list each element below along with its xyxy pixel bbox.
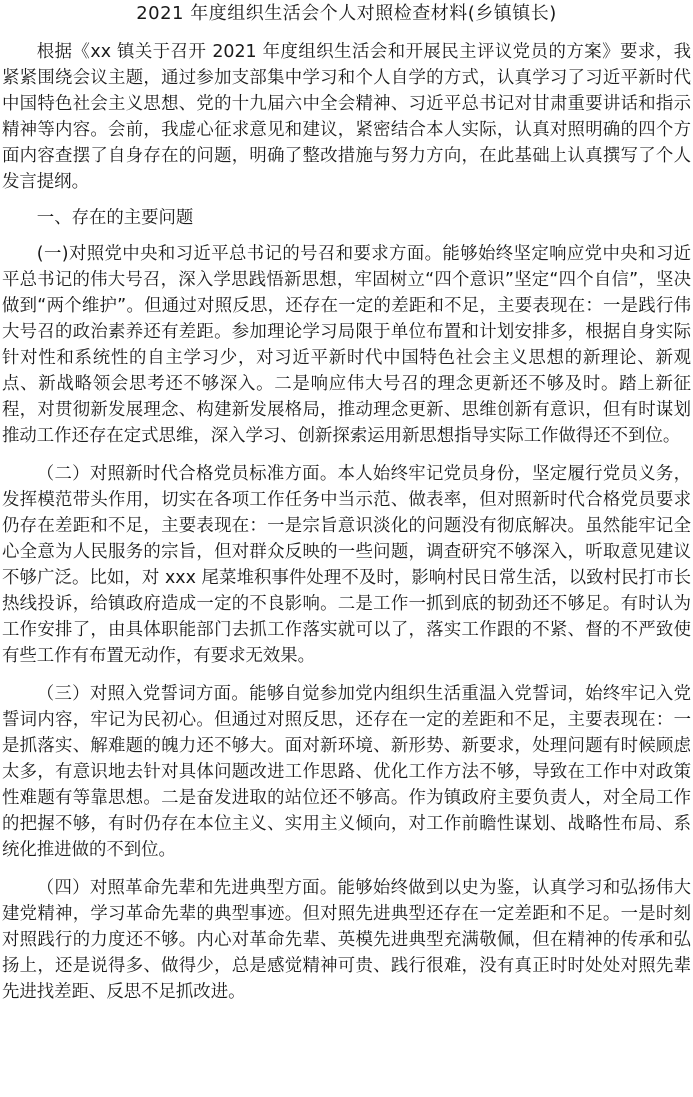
item-paragraph-2: （二）对照新时代合格党员标准方面。本人始终牢记党员身份，坚定履行党员义务，发挥模范带头作用，切实在各项工作任务中当示范、做表率，但对照新时代合格党员要求仍存在差距和不足，主要表现在：一是宗旨意识淡化的问题没有彻底解决。虽然能牢记全心全意为人民服务的宗旨，但对群众反映的一些问题，调查研究不够深入，听取意见建议不够广泛。比如，对 xxx 尾菜堆积事件处理不及时，影响村民日常生活，以致村民打市长热线投诉，给镇政府造成一定的不良影响。二是工作一抓到底的韧劲还不够足。有时认为工作安排了，由具体职能部门去抓工作落实就可以了，落实工作跟的不紧、督的不严致使有些工作有布置无动作，有要求无效果。 bbox=[2, 464, 691, 666]
intro-paragraph: 根据《xx 镇关于召开 2021 年度组织生活会和开展民主评议党员的方案》要求，我紧紧围绕会议主题，通过参加支部集中学习和个人自学的方式，认真学习了习近平新时代中国特色社会主义思想、党的十九届六中全会精神、习近平总书记对甘肃重要讲话和指示精神等内容。会前，我虚心征求意见和建议，紧密结合本人实际，认真对照明确的四个方面内容查摆了自身存在的问题，明确了整改措施与努力方向，在此基础上认真撰写了个人发言提纲。 bbox=[2, 42, 691, 192]
document-title: 2021 年度组织生活会个人对照检查材料(乡镇镇长) bbox=[136, 3, 557, 24]
section-heading: 一、存在的主要问题 bbox=[36, 208, 194, 228]
item-paragraph-4: （四）对照革命先辈和先进典型方面。能够始终做到以史为鉴，认真学习和弘扬伟大建党精神，学习革命先辈的典型事迹。但对照先进典型还存在一定差距和不足。一是时刻对照践行的力度还不够。内心对革命先辈、英模先进典型充满敬佩，但在精神的传承和弘扬上，还是说得多、做得少，总是感觉精神可贵、践行很难，没有真正时时处处对照先辈先进找差距、反思不足抓改进。 bbox=[2, 878, 691, 1002]
item-paragraph-3: （三）对照入党誓词方面。能够自觉参加党内组织生活重温入党誓词，始终牢记入党誓词内容，牢记为民初心。但通过对照反思，还存在一定的差距和不足，主要表现在：一是抓落实、解难题的魄力还不够大。面对新环境、新形势、新要求，处理问题有时候顾虑太多，有意识地去针对具体问题改进工作思路、优化工作方法不够，导致在工作中对政策性难题有等靠思想。二是奋发进取的站位还不够高。作为镇政府主要负责人，对全局工作的把握不够，有时仍存在本位主义、实用主义倾向，对工作前瞻性谋划、战略性布局、系统化推进做的不到位。 bbox=[2, 684, 691, 860]
item-paragraph-1: (一)对照党中央和习近平总书记的号召和要求方面。能够始终坚定响应党中央和习近平总书记的伟大号召，深入学思践悟新思想，牢固树立“四个意识”坚定“四个自信”，坚决做到“两个维护”。但通过对照反思，还存在一定的差距和不足，主要表现在：一是践行伟大号召的政治素养还有差距。参加理论学习局限于单位布置和计划安排多，根据自身实际针对性和系统性的自主学习少，对习近平新时代中国特色社会主义思想的新理论、新观点、新战略领会思考还不够深入。二是响应伟大号召的理念更新还不够及时。踏上新征程，对贯彻新发展理念、构建新发展格局，推动理念更新、思维创新有意识，但有时谋划推动工作还存在定式思维，深入学习、创新探索运用新思想指导实际工作做得还不到位。 bbox=[2, 244, 691, 446]
